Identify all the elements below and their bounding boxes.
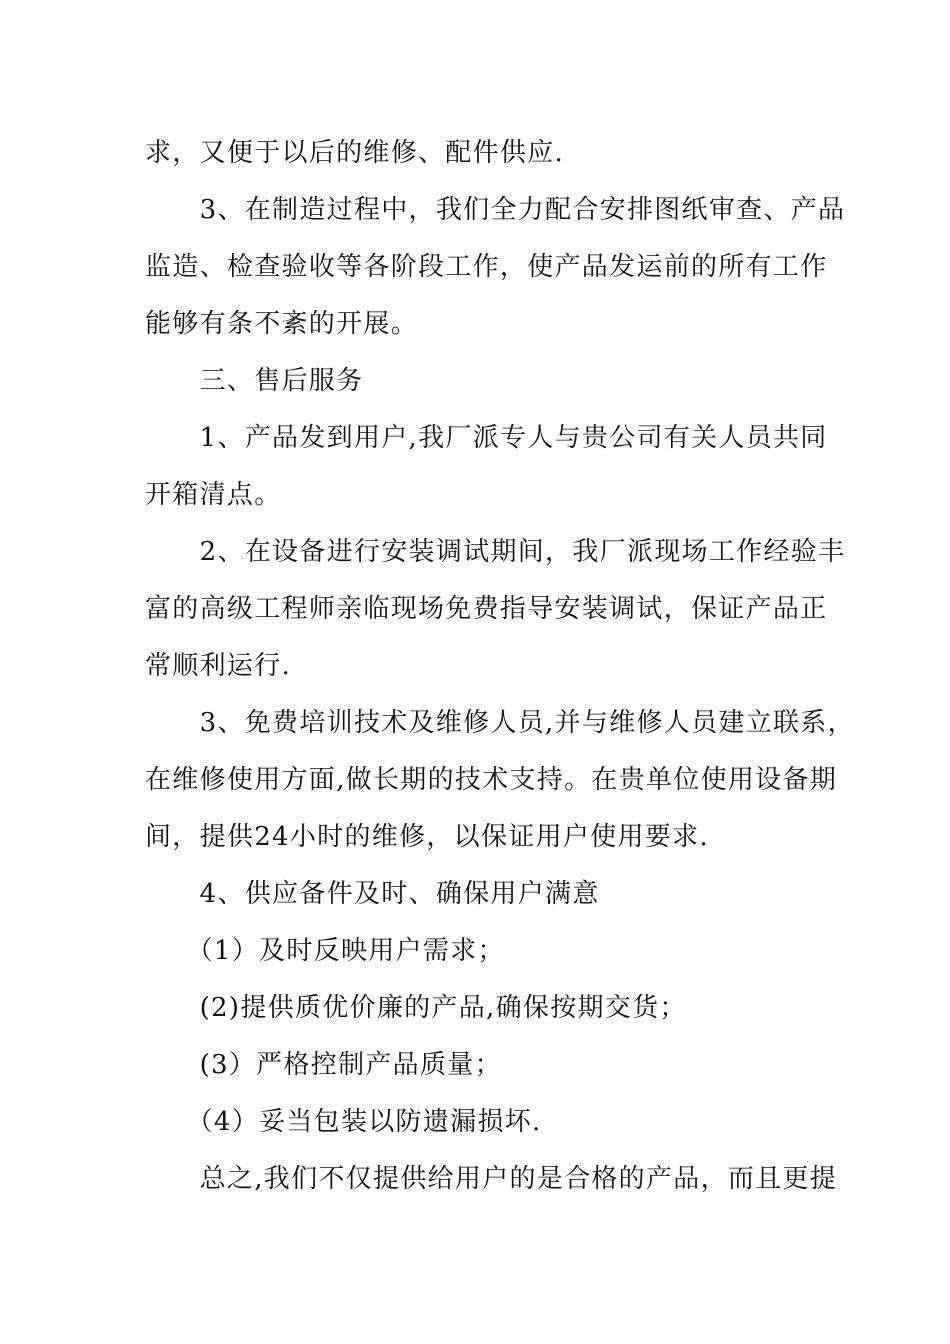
text-line: 总之,我们不仅提供给用户的是合格的产品，而且更提 (145, 1164, 838, 1194)
text-line: 求，又便于以后的维修、配件供应. (145, 138, 565, 168)
list-item: （4）妥当包装以防遗漏损坏. (145, 1107, 542, 1137)
text-line: 在维修使用方面,做长期的技术支持。在贵单位使用设备期 (145, 765, 838, 795)
text-line: 常顺利运行. (145, 651, 292, 681)
text-line: 开箱清点。 (145, 480, 282, 510)
list-item: (2)提供质优价廉的产品,确保按期交货； (145, 993, 687, 1023)
text-line: 富的高级工程师亲临现场免费指导安装调试，保证产品正 (145, 594, 828, 624)
text-line: 1、产品发到用户,我厂派专人与贵公司有关人员共同 (145, 423, 828, 453)
text-line: 3、免费培训技术及维修人员,并与维修人员建立联系， (145, 708, 855, 738)
text-line: 间，提供24小时的维修，以保证用户使用要求. (145, 822, 709, 852)
text-line: 3、在制造过程中，我们全力配合安排图纸审查、产品 (145, 195, 846, 225)
text-line: 4、供应备件及时、确保用户满意 (145, 879, 600, 909)
text-line: 监造、检查验收等各阶段工作，使产品发运前的所有工作 (145, 252, 828, 282)
section-heading: 三、售后服务 (145, 366, 364, 396)
text-line: 能够有条不紊的开展。 (145, 309, 419, 339)
text-line: 2、在设备进行安装调试期间，我厂派现场工作经验丰 (145, 537, 846, 567)
list-item: （1）及时反映用户需求； (145, 936, 505, 966)
list-item: (3）严格控制产品质量； (145, 1050, 502, 1080)
